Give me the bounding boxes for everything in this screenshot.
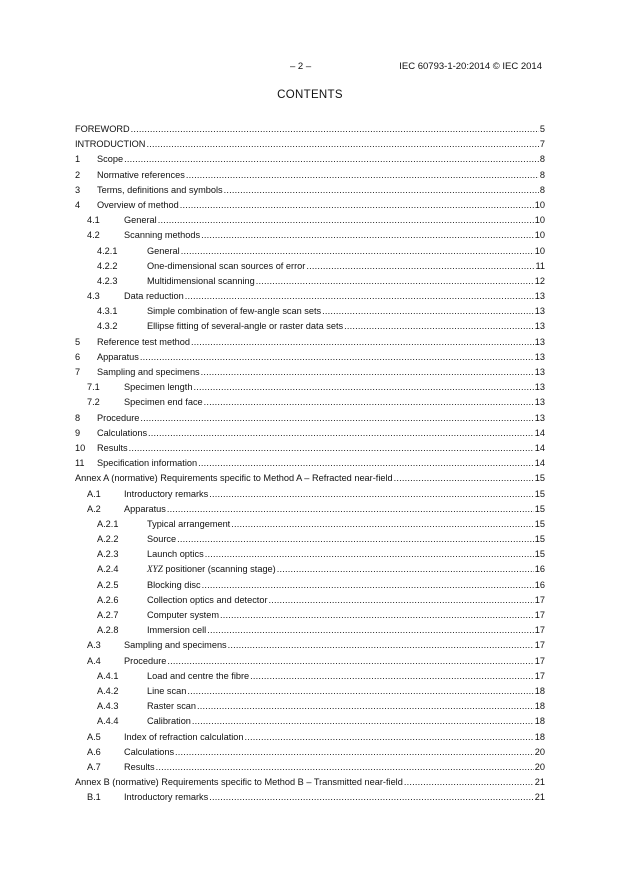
toc-entry-page: 13 (534, 411, 545, 426)
toc-entry-number: 4.2 (87, 230, 100, 241)
toc-entry[interactable] (75, 562, 545, 577)
toc-entry-title: Source (147, 532, 177, 547)
toc-entry[interactable] (75, 593, 545, 608)
dot-leader (186, 168, 539, 183)
toc-entry-title: Calibration (147, 714, 192, 729)
toc-entry-page: 10 (534, 213, 545, 228)
toc-entry-page: 8 (539, 183, 545, 198)
toc-entry-title: Annex A (normative) Requirements specific to Method A – Refracted near-field (75, 471, 394, 486)
toc-entry-number: 4.2.3 (97, 275, 118, 286)
toc-entry-title: Apparatus (97, 350, 140, 365)
toc-entry-page: 21 (534, 790, 545, 805)
dot-leader (224, 183, 539, 198)
toc-entry[interactable] (75, 122, 545, 137)
dot-leader (306, 259, 534, 274)
toc-entry-number: 4.3 (87, 291, 100, 302)
toc-entry[interactable] (75, 684, 545, 699)
toc-entry-page: 10 (534, 228, 545, 243)
toc-entry[interactable] (75, 350, 545, 365)
dot-leader (197, 699, 534, 714)
toc-entry-title: Results (97, 441, 129, 456)
toc-entry-page: 13 (534, 335, 545, 350)
toc-entry-page: 5 (539, 122, 545, 137)
dot-leader (201, 228, 534, 243)
toc-entry-page: 13 (534, 395, 545, 410)
toc-entry-number: 4.2.1 (97, 245, 118, 256)
toc-entry[interactable] (75, 487, 545, 502)
toc-entry-number: 9 (75, 427, 81, 438)
toc-entry[interactable] (75, 365, 545, 380)
toc-entry-title: FOREWORD (75, 122, 131, 137)
toc-entry-page: 10 (534, 244, 545, 259)
toc-entry-number: 3 (75, 184, 81, 195)
toc-entry[interactable] (75, 213, 545, 228)
toc-entry[interactable] (75, 411, 545, 426)
toc-entry-title: Overview of method (97, 198, 180, 213)
toc-entry-title: Blocking disc (147, 578, 202, 593)
toc-entry-title: Load and centre the fibre (147, 669, 250, 684)
toc-entry-number: A.5 (87, 731, 101, 742)
toc-entry-title: Simple combination of few-angle scan sets (147, 304, 322, 319)
toc-entry-page: 17 (534, 638, 545, 653)
toc-entry[interactable] (75, 198, 545, 213)
toc-entry[interactable] (75, 654, 545, 669)
toc-entry-title: Launch optics (147, 547, 205, 562)
dot-leader (187, 684, 533, 699)
toc-entry[interactable] (75, 760, 545, 775)
toc-entry-title: Specification information (97, 456, 198, 471)
dot-leader (181, 244, 534, 259)
toc-entry-page: 13 (534, 289, 545, 304)
toc-entry-page: 13 (534, 380, 545, 395)
toc-entry-page: 20 (534, 745, 545, 760)
dot-leader (148, 426, 534, 441)
dot-leader (124, 152, 539, 167)
toc-entry-number: A.2.7 (97, 610, 119, 620)
toc-entry-page: 18 (534, 714, 545, 729)
toc-entry-title: Results (124, 760, 156, 775)
toc-entry-title: Terms, definitions and symbols (97, 183, 224, 198)
toc-entry-number: A.6 (87, 746, 101, 757)
toc-entry-page: 18 (534, 730, 545, 745)
toc-entry-page: 17 (534, 593, 545, 608)
dot-leader (193, 380, 533, 395)
toc-entry[interactable] (75, 669, 545, 684)
toc-entry-number: 7.1 (87, 382, 100, 393)
toc-entry[interactable] (75, 699, 545, 714)
dot-leader (191, 335, 534, 350)
toc-entry-title: Specimen end face (124, 395, 204, 410)
dot-leader (205, 547, 534, 562)
toc-entry[interactable] (75, 152, 545, 167)
toc-entry-page: 17 (534, 608, 545, 623)
contents-heading: CONTENTS (277, 89, 343, 101)
toc-entry-number: 4.3.1 (97, 306, 118, 317)
toc-entry[interactable] (75, 426, 545, 441)
toc-entry-number: 7.2 (87, 397, 100, 408)
dot-leader (250, 669, 534, 684)
toc-entry[interactable] (75, 790, 545, 805)
toc-entry-page: 8 (539, 152, 545, 167)
toc-entry[interactable] (75, 335, 545, 350)
dot-leader (140, 350, 534, 365)
toc-entry-title: General (124, 213, 158, 228)
toc-entry-page: 21 (534, 775, 545, 790)
toc-entry-title: Reference test method (97, 335, 191, 350)
toc-entry-title: Specimen length (124, 380, 193, 395)
toc-entry-title: One-dimensional scan sources of error (147, 259, 306, 274)
toc-entry-title: Apparatus (124, 502, 167, 517)
toc-entry-page: 15 (534, 471, 545, 486)
toc-entry-title: General (147, 244, 181, 259)
toc-entry-number: A.2.8 (97, 625, 119, 636)
toc-entry-page: 18 (534, 684, 545, 699)
table-of-contents (75, 122, 545, 805)
toc-entry-number: 6 (75, 351, 81, 362)
dot-leader (131, 122, 539, 137)
dot-leader (140, 411, 533, 426)
toc-entry-title: Immersion cell (147, 623, 207, 638)
toc-entry-page: 12 (534, 274, 545, 289)
dot-leader (207, 623, 534, 638)
dot-leader (192, 714, 534, 729)
toc-entry-title: Typical arrangement (147, 517, 231, 532)
dot-leader (158, 213, 534, 228)
toc-entry-page: 15 (534, 517, 545, 532)
dot-leader (394, 471, 534, 486)
toc-entry-number: 4.2.2 (97, 260, 118, 271)
toc-entry[interactable] (75, 304, 545, 319)
toc-entry-page: 10 (534, 198, 545, 213)
toc-entry-number: A.7 (87, 761, 101, 772)
toc-entry[interactable] (75, 183, 545, 198)
toc-entry-page: 14 (534, 441, 545, 456)
toc-entry[interactable] (75, 395, 545, 410)
toc-entry[interactable] (75, 380, 545, 395)
dot-leader (146, 137, 538, 152)
toc-entry-page: 13 (534, 365, 545, 380)
dot-leader (167, 502, 534, 517)
dot-leader (322, 304, 534, 319)
toc-entry-page: 8 (539, 168, 545, 183)
toc-entry[interactable] (75, 638, 545, 653)
dot-leader (256, 274, 534, 289)
toc-entry-number: 10 (75, 442, 86, 453)
toc-entry[interactable] (75, 608, 545, 623)
toc-entry-page: 11 (534, 259, 545, 274)
toc-entry-page: 20 (534, 760, 545, 775)
toc-entry[interactable] (75, 228, 545, 243)
toc-entry[interactable] (75, 244, 545, 259)
toc-entry-page: 13 (534, 350, 545, 365)
toc-entry[interactable] (75, 289, 545, 304)
toc-entry[interactable] (75, 745, 545, 760)
dot-leader (180, 198, 534, 213)
toc-entry-page: 16 (534, 562, 545, 577)
toc-entry[interactable] (75, 532, 545, 547)
toc-entry[interactable] (75, 456, 545, 471)
toc-entry-title: Introductory remarks (124, 487, 209, 502)
toc-entry-number: A.2.6 (97, 594, 119, 605)
toc-entry-number: 4 (75, 199, 81, 210)
toc-entry[interactable] (75, 137, 545, 152)
dot-leader (269, 593, 534, 608)
toc-entry-page: 13 (534, 304, 545, 319)
toc-entry-title: Annex B (normative) Requirements specific to Method B – Transmitted near-field (75, 775, 404, 790)
toc-entry-number: 8 (75, 412, 81, 423)
toc-entry-number: 2 (75, 169, 81, 180)
toc-entry-number: 1 (75, 154, 81, 165)
toc-entry-title-text: positioner (scanning stage) (165, 564, 276, 575)
toc-entry-title: Computer system (147, 608, 220, 623)
toc-entry[interactable] (75, 578, 545, 593)
toc-entry-title (147, 562, 277, 577)
toc-entry-title: Index of refraction calculation (124, 730, 245, 745)
toc-entry-number: A.2.3 (97, 549, 119, 560)
toc-entry[interactable] (75, 441, 545, 456)
toc-entry-title: Normative references (97, 168, 186, 183)
toc-entry-number: 4.1 (87, 215, 100, 226)
dot-leader (277, 562, 534, 577)
dot-leader (245, 730, 534, 745)
dot-leader (198, 456, 534, 471)
toc-entry-number: A.2.4 (97, 564, 119, 575)
toc-entry-number: 4.3.2 (97, 321, 118, 332)
toc-entry-title: INTRODUCTION (75, 137, 146, 152)
toc-entry-title: Sampling and specimens (124, 638, 228, 653)
toc-entry-title: Raster scan (147, 699, 197, 714)
dot-leader (204, 395, 534, 410)
toc-entry-title: Sampling and specimens (97, 365, 201, 380)
toc-entry-title: Scope (97, 152, 124, 167)
dot-leader (231, 517, 534, 532)
toc-entry[interactable] (75, 714, 545, 729)
toc-entry-title: Data reduction (124, 289, 185, 304)
dot-leader (201, 365, 534, 380)
toc-entry[interactable] (75, 730, 545, 745)
toc-entry-title-italic: XYZ (147, 564, 163, 575)
toc-entry-number: B.1 (87, 792, 101, 803)
dot-leader (228, 638, 534, 653)
toc-entry[interactable] (75, 274, 545, 289)
toc-entry-number: A.2.5 (97, 579, 119, 590)
dot-leader (209, 487, 534, 502)
toc-entry[interactable] (75, 471, 545, 486)
toc-entry-title: Collection optics and detector (147, 593, 269, 608)
toc-entry-page: 14 (534, 456, 545, 471)
toc-entry-title: Calculations (97, 426, 148, 441)
toc-entry-page: 13 (534, 319, 545, 334)
toc-entry-number: 7 (75, 367, 81, 377)
toc-entry-title: Procedure (124, 654, 167, 669)
toc-entry-number: A.4.4 (97, 716, 119, 727)
toc-entry-number: 5 (75, 336, 81, 347)
toc-entry[interactable] (75, 623, 545, 638)
toc-entry-number: A.1 (87, 488, 101, 499)
toc-entry-title: Line scan (147, 684, 187, 699)
dot-leader (156, 760, 534, 775)
toc-entry-number: 11 (75, 458, 85, 469)
toc-entry-number: A.2.2 (97, 534, 119, 545)
dot-leader (344, 319, 534, 334)
toc-entry-page: 15 (534, 547, 545, 562)
toc-entry-title: Multidimensional scanning (147, 274, 256, 289)
page-number: – 2 – (290, 61, 312, 72)
dot-leader (404, 775, 534, 790)
toc-entry-page: 17 (534, 623, 545, 638)
toc-entry-page: 16 (534, 578, 545, 593)
toc-entry-page: 17 (534, 654, 545, 669)
dot-leader (177, 532, 534, 547)
dot-leader (202, 578, 534, 593)
dot-leader (209, 790, 534, 805)
dot-leader (167, 654, 533, 669)
toc-entry-title: Procedure (97, 411, 140, 426)
toc-entry-number: A.4.1 (97, 670, 119, 681)
toc-entry[interactable] (75, 168, 545, 183)
toc-entry[interactable] (75, 547, 545, 562)
toc-entry-page: 14 (534, 426, 545, 441)
standard-reference: IEC 60793-1-20:2014 © IEC 2014 (399, 61, 542, 72)
toc-entry-number: A.2.1 (97, 518, 119, 529)
toc-entry-number: A.4.2 (97, 685, 119, 696)
toc-entry-page: 7 (539, 137, 545, 152)
toc-entry-page: 15 (534, 502, 545, 517)
toc-entry-number: A.4 (87, 655, 101, 666)
toc-entry[interactable] (75, 517, 545, 532)
toc-entry-page: 18 (534, 699, 545, 714)
toc-entry-page: 15 (534, 532, 545, 547)
toc-entry[interactable] (75, 259, 545, 274)
toc-entry-page: 17 (534, 669, 545, 684)
dot-leader (129, 441, 534, 456)
toc-entry-number: A.4.3 (97, 701, 119, 712)
dot-leader (175, 745, 534, 760)
toc-entry-title: Scanning methods (124, 228, 201, 243)
toc-entry[interactable] (75, 775, 545, 790)
toc-entry-number: A.3 (87, 640, 101, 651)
toc-entry-number: A.2 (87, 503, 101, 514)
toc-entry-title: Introductory remarks (124, 790, 209, 805)
dot-leader (185, 289, 534, 304)
toc-entry[interactable] (75, 319, 545, 334)
toc-entry-title: Calculations (124, 745, 175, 760)
toc-entry-page: 15 (534, 487, 545, 502)
toc-entry[interactable] (75, 502, 545, 517)
dot-leader (220, 608, 534, 623)
toc-entry-title: Ellipse fitting of several-angle or raster data sets (147, 319, 344, 334)
